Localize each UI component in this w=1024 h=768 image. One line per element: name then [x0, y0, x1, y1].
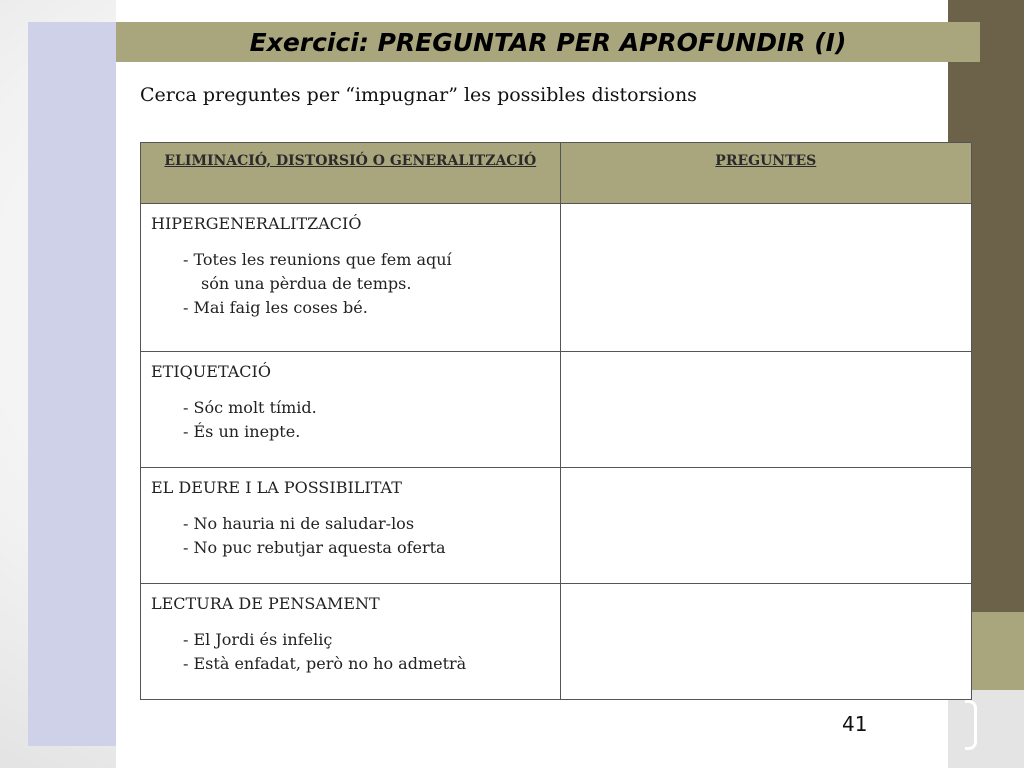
header-questions: PREGUNTES	[560, 143, 971, 204]
example-item	[151, 652, 550, 676]
left-decorative-stripe	[28, 22, 116, 746]
example-item	[151, 536, 550, 560]
example-text: - No puc rebutjar aquesta oferta	[183, 538, 446, 557]
answer-cell[interactable]	[560, 468, 971, 584]
example-item	[151, 396, 550, 420]
table-row	[141, 204, 972, 352]
header-distortion: ELIMINACIÓ, DISTORSIÓ O GENERALITZACIÓ	[141, 143, 561, 204]
example-item	[151, 628, 550, 652]
distortion-label: EL DEURE I LA POSSIBILITAT	[151, 478, 402, 497]
page-number: 41	[842, 712, 868, 736]
example-item	[151, 296, 550, 320]
distortion-label: ETIQUETACIÓ	[151, 362, 271, 381]
example-text-continued: són una pèrdua de temps.	[201, 274, 412, 293]
slide-subtitle: Cerca preguntes per “impugnar” les possibles distorsions	[140, 84, 697, 106]
example-text: - Totes les reunions que fem aquí	[183, 250, 452, 269]
table-row	[141, 352, 972, 468]
example-item	[151, 248, 550, 296]
distortion-cell	[141, 584, 561, 700]
example-text: - Sóc molt tímid.	[183, 398, 317, 417]
distortion-cell	[141, 468, 561, 584]
distortion-cell	[141, 204, 561, 352]
example-item	[151, 420, 550, 444]
slide-title: Exercici: PREGUNTAR PER APROFUNDIR (I)	[249, 28, 847, 57]
table-row	[141, 468, 972, 584]
example-text: - És un inepte.	[183, 422, 301, 441]
distortion-label: HIPERGENERALITZACIÓ	[151, 214, 362, 233]
example-text: - Mai faig les coses bé.	[183, 298, 368, 317]
decorative-bracket	[965, 700, 977, 750]
answer-cell[interactable]	[560, 352, 971, 468]
answer-cell[interactable]	[560, 584, 971, 700]
table-header-row	[141, 143, 972, 204]
example-text: - No hauria ni de saludar-los	[183, 514, 415, 533]
example-item	[151, 512, 550, 536]
distortion-label: LECTURA DE PENSAMENT	[151, 594, 380, 613]
answer-cell[interactable]	[560, 204, 971, 352]
exercise-table	[140, 142, 972, 700]
example-text: - El Jordi és infeliç	[183, 630, 333, 649]
right-decorative-bar-bottom	[948, 690, 1024, 768]
distortion-cell	[141, 352, 561, 468]
example-text: - Està enfadat, però no ho admetrà	[183, 654, 467, 673]
table-row	[141, 584, 972, 700]
